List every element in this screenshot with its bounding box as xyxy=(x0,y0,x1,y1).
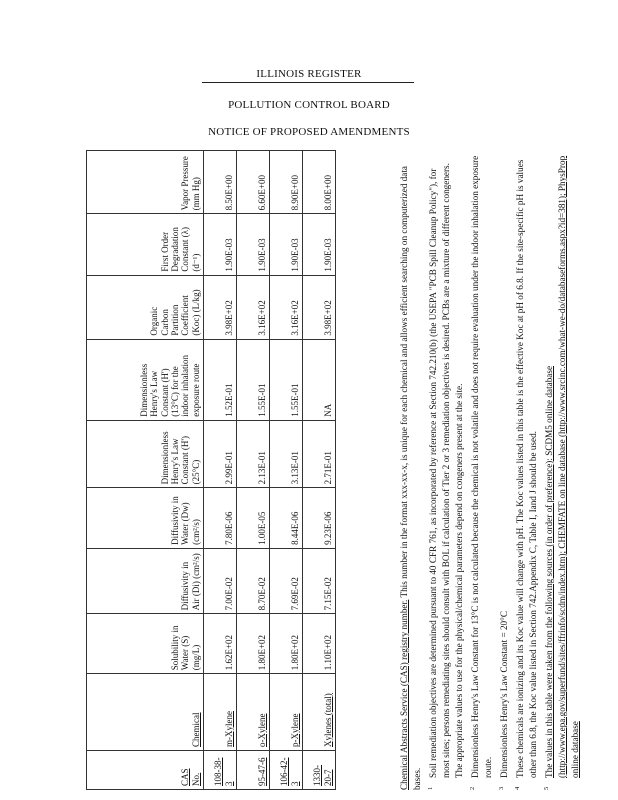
table-row xyxy=(303,151,336,790)
value-cell: 8.50E+00 xyxy=(204,151,237,214)
value-cell: 7.80E-06 xyxy=(204,488,237,548)
value-cell: 1.52E-01 xyxy=(204,339,237,420)
value-cell: 8.70E-02 xyxy=(237,548,270,614)
footnotes xyxy=(398,150,585,790)
table-body xyxy=(204,151,336,790)
rotated-content xyxy=(86,150,580,790)
col-header-cas: CAS No. xyxy=(87,750,204,789)
cas-number-cell: 95-47-6 xyxy=(237,750,270,789)
rotated-page xyxy=(86,150,580,790)
chemical-name-cell: o-Xylene xyxy=(237,674,270,751)
value-cell: 3.16E+02 xyxy=(270,275,303,339)
notice-title: NOTICE OF PROPOSED AMENDMENTS xyxy=(208,126,410,138)
value-cell: 3.13E-01 xyxy=(270,420,303,488)
cas-number-cell: 108-38-3 xyxy=(204,750,237,789)
col-header-koc: Organic Carbon Partition Coefficient (Koc) (L/kg) xyxy=(87,275,204,339)
header-rule xyxy=(202,82,414,83)
value-cell: 2.71E-01 xyxy=(303,420,336,488)
value-cell: 1.00E-05 xyxy=(237,488,270,548)
board-title: POLLUTION CONTROL BOARD xyxy=(228,99,390,111)
col-header-degradation: First Order Degradation Constant (λ) (d⁻¹) xyxy=(87,214,204,275)
value-cell: 2.13E-01 xyxy=(237,420,270,488)
table-row xyxy=(270,151,303,790)
value-cell: 1.90E-03 xyxy=(270,214,303,275)
value-cell: 6.60E+00 xyxy=(237,151,270,214)
table-row xyxy=(204,151,237,790)
col-header-diffusivity-water: Diffusivity in Water (Dw) (cm²/s) xyxy=(87,488,204,548)
value-cell: 7.00E-02 xyxy=(204,548,237,614)
value-cell: 8.44E-06 xyxy=(270,488,303,548)
register-title: ILLINOIS REGISTER xyxy=(256,68,362,80)
value-cell: 7.15E-02 xyxy=(303,548,336,614)
value-cell: 2.99E-01 xyxy=(204,420,237,488)
value-cell: 8.00E+00 xyxy=(303,151,336,214)
value-cell: 1.90E-03 xyxy=(303,214,336,275)
footnote-3: $^3$ Dimensionless Henry's Law Constant = 20°C xyxy=(497,611,509,790)
chemical-name-cell: m-Xylene xyxy=(204,674,237,751)
value-cell: 3.98E+02 xyxy=(204,275,237,339)
col-header-vapor-pressure: Vapor Pressure (mm Hg) xyxy=(87,151,204,214)
value-cell: 3.98E+02 xyxy=(303,275,336,339)
value-cell: 1.55E-01 xyxy=(270,339,303,420)
footnote-2: $^2$ Dimensionless Henry's Law Constant for 13°C is not calculated because the chemical is not volatile and does not require evaluation under the indoor inhalation exposure route. xyxy=(468,155,493,790)
footnote-cas: Chemical Abstracts Service (CAS) registry number. This number in the format xxx-xx-x, is unique for each chemical and allows efficient searching on computerized data bases. xyxy=(399,166,422,790)
value-cell: 1.10E+02 xyxy=(303,614,336,674)
value-cell: 3.16E+02 xyxy=(237,275,270,339)
value-cell: 1.80E+02 xyxy=(237,614,270,674)
chemical-name-cell: p-Xylene xyxy=(270,674,303,751)
footnote-4: $^4$ These chemicals are ionizing and its Koc value will change with pH. The Koc values listed in this table is the effective Koc at pH of 6.8. If the site-specific pH is values other than 6.8, the Koc value listed in Section 742.Appendix C, Table I, Iand J should be used. xyxy=(513,159,538,790)
col-header-henry-13c: Dimensionless Henry's Law Constant (H') (13°C) for the indoor inhalation exposure route xyxy=(87,339,204,420)
value-cell: 1.62E+02 xyxy=(204,614,237,674)
value-cell: 1.90E-03 xyxy=(204,214,237,275)
value-cell: 7.69E-02 xyxy=(270,548,303,614)
cas-number-cell: 106-42-3 xyxy=(270,750,303,789)
col-header-chemical: Chemical xyxy=(87,674,204,751)
value-cell: 9.23E-06 xyxy=(303,488,336,548)
value-cell: 1.55E-01 xyxy=(237,339,270,420)
table-header-row xyxy=(87,151,204,790)
cas-number-cell: 1330-20-7 xyxy=(303,750,336,789)
col-header-diffusivity-air: Diffusivity in Air (Di) (cm²/s) xyxy=(87,548,204,614)
value-cell: 8.90E+00 xyxy=(270,151,303,214)
chemical-name-cell: Xylenes (total) xyxy=(303,674,336,751)
properties-table xyxy=(86,150,336,790)
table-row xyxy=(237,151,270,790)
value-cell: NA xyxy=(303,339,336,420)
footnote-1: $^1$ Soil remediation objectives are determined pursuant to 40 CFR 761, as incorporated by reference at Section 742.210(b) (the USEPA "PCB Spill Cleanup Policy"), for most sites; persons remediating sites should consult with BOL if calculation of Tier 2 or 3 remediation objectives is desired. PCBs are a mixture of different congeners. The appropriate values to use for the physical/chemical parameters depend on congeners present at the site. xyxy=(426,163,464,790)
value-cell: 1.90E-03 xyxy=(237,214,270,275)
footnote-5: $^5$ The values in this table were taken from the following sources (in order of preference): SCDM5 online database (http://www.epa.gov/superfund/sites/ffrinfo/scdm/index.htm); CHEMFATE on line database (http://www.srcinc.com/what-we-do/databaseforms.aspx?id=381); PhysProp online database xyxy=(542,155,580,790)
col-header-henry-25c: Dimensionless Henry's Law Constant (H') (25°C) xyxy=(87,420,204,488)
col-header-solubility: Solubility in Water (S) (mg/L) xyxy=(87,614,204,674)
value-cell: 1.80E+02 xyxy=(270,614,303,674)
